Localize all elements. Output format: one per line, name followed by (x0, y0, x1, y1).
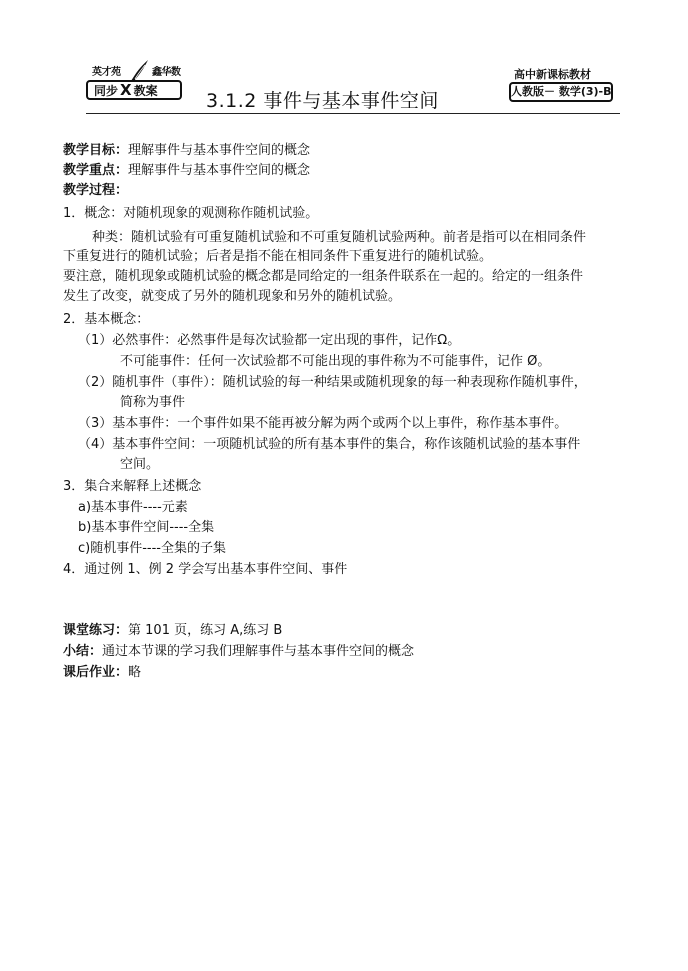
set-item-b: b)基本事件空间----全集 (78, 520, 215, 535)
key-line (63, 162, 310, 180)
set-item-c: c)随机事件----全集的子集 (78, 541, 226, 556)
practice-label: 课堂练习： (63, 623, 129, 638)
summary-text: 通过本节课的学习我们理解事件与基本事件空间的概念 (102, 644, 415, 659)
logo-x-mark: X (120, 81, 132, 99)
set-item-a: a)基本事件----元素 (78, 500, 188, 515)
summary-line (63, 643, 414, 661)
practice-line (63, 622, 282, 640)
sample-space-line: （4）基本事件空间：一项随机试验的所有基本事件的集合，称作该随机试验的基本事件 (78, 437, 581, 452)
process-heading: 教学过程： (63, 183, 129, 198)
note-line: 要注意，随机现象或随机试验的概念都是同给定的一组条件联系在一起的。给定的一组条件 (63, 269, 584, 284)
types-line: 种类：随机试验有可重复随机试验和不可重复随机试验两种。前者是指可以在相同条件 (92, 230, 587, 245)
logo-left-text: 英才苑 (92, 67, 121, 78)
goal-text: 理解事件与基本事件空间的概念 (128, 143, 311, 158)
logo-box-end-text: 教案 (133, 84, 158, 98)
publisher-logo (86, 63, 188, 105)
note-line-cont: 发生了改变，就变成了另外的随机现象和另外的随机试验。 (63, 289, 402, 304)
random-event-line-cont: 简称为事件 (120, 395, 186, 410)
logo-box-text: 同步 (94, 84, 119, 98)
key-text: 理解事件与基本事件空间的概念 (128, 163, 311, 178)
basic-concepts-heading: 2．基本概念： (63, 312, 150, 327)
summary-label: 小结： (63, 644, 103, 659)
homework-label: 课后作业： (63, 665, 129, 680)
logo-right-text: 鑫华数 (152, 67, 181, 78)
edition-badge: 人教版－ 数学(3)-B (509, 82, 613, 102)
practice-text: 第 101 页，练习 A,练习 B (128, 623, 283, 638)
goal-line (63, 142, 310, 160)
examples-line: 4．通过例 1、例 2 学会写出基本事件空间、事件 (63, 562, 348, 577)
goal-label: 教学目标： (63, 143, 129, 158)
homework-text: 略 (128, 665, 142, 680)
header-divider (86, 113, 620, 114)
sample-space-line-cont: 空间。 (120, 457, 160, 472)
types-line-cont: 下重复进行的随机试验；后者是指不能在相同条件下重复进行的随机试验。 (63, 249, 493, 264)
concept-line: 1．概念：对随机现象的观测称作随机试验。 (63, 206, 319, 221)
logo-box (86, 80, 182, 100)
random-event-line: （2）随机事件（事件）：随机试验的每一种结果或随机现象的每一种表现称作随机事件， (78, 375, 587, 390)
impossible-event-line: 不可能事件：任何一次试验都不可能出现的事件称为不可能事件，记作 Ø。 (120, 354, 551, 369)
logo-top-text (92, 63, 181, 78)
homework-line (63, 664, 141, 682)
basic-event-line: （3）基本事件：一个事件如果不能再被分解为两个或两个以上事件，称作基本事件。 (78, 416, 568, 431)
page-title: 3.1.2 事件与基本事件空间 (206, 90, 439, 112)
key-label: 教学重点： (63, 163, 129, 178)
certain-event-line: （1）必然事件：必然事件是每次试验都一定出现的事件，记作Ω。 (78, 333, 461, 348)
set-explanation-heading: 3．集合来解释上述概念 (63, 479, 202, 494)
series-label: 高中新课标教材 (514, 68, 591, 81)
